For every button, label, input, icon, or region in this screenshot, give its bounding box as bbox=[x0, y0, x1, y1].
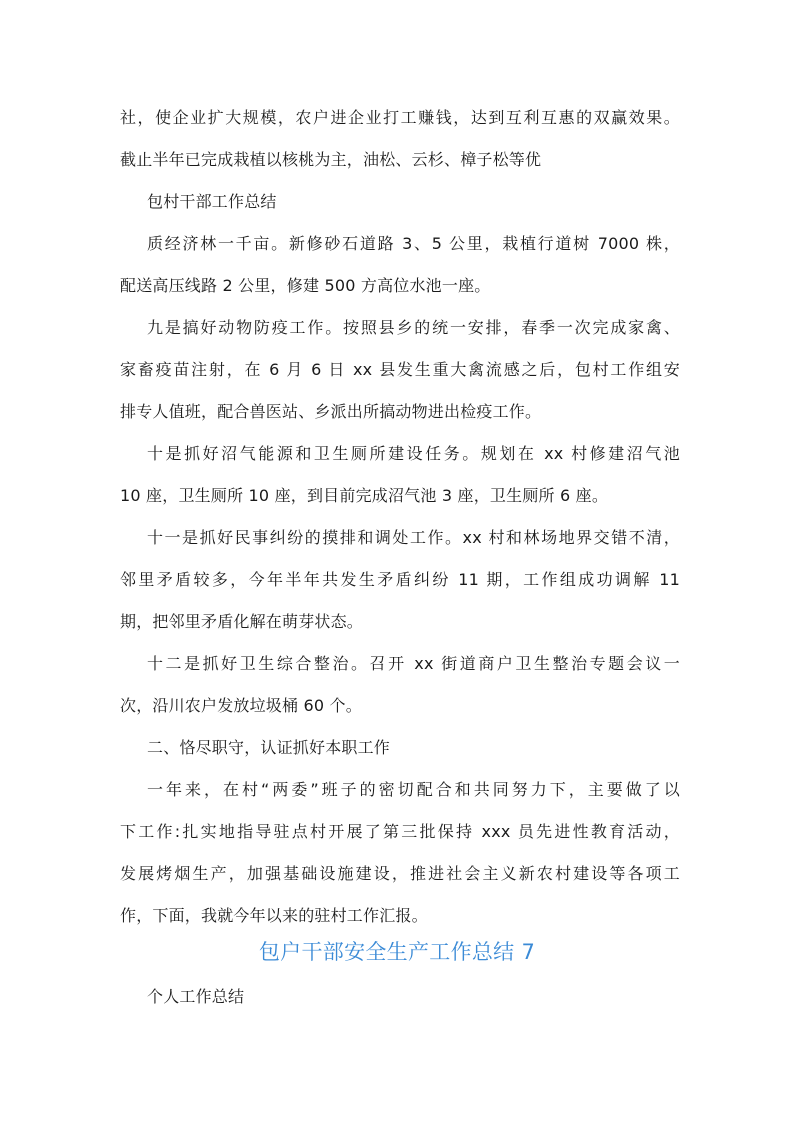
paragraph-year-line-2: 下工作:扎实地指导驻点村开展了第三批保持 xxx 员先进性教育活动， bbox=[120, 822, 680, 841]
paragraph-twelve-line-1: 十二是抓好卫生综合整治。召开 xx 街道商户卫生整治专题会议一 bbox=[147, 654, 680, 673]
subheading-personal-summary: 个人工作总结 bbox=[147, 987, 245, 1006]
paragraph-nine-line-3: 排专人值班，配合兽医站、乡派出所搞动物进出检疫工作。 bbox=[120, 402, 542, 421]
paragraph-ten-line-1: 十是抓好沼气能源和卫生厕所建设任务。规划在 xx 村修建沼气池 bbox=[147, 444, 680, 463]
paragraph-year-line-3: 发展烤烟生产，加强基础设施建设，推进社会主义新农村建设等各项工 bbox=[120, 864, 680, 883]
paragraph-eleven-line-3: 期，把邻里矛盾化解在萌芽状态。 bbox=[120, 612, 364, 631]
text-line-1: 社，使企业扩大规模，农户进企业打工赚钱，达到互利互惠的双赢效果。 bbox=[120, 108, 680, 127]
paragraph-twelve-line-2: 次，沿川农户发放垃圾桶 60 个。 bbox=[120, 696, 362, 715]
section-title-work-summary: 包村干部工作总结 bbox=[147, 192, 277, 211]
paragraph-eleven-line-1: 十一是抓好民事纠纷的摸排和调处工作。xx 村和林场地界交错不清， bbox=[147, 528, 680, 547]
paragraph-eleven-line-2: 邻里矛盾较多，今年半年共发生矛盾纠纷 11 期，工作组成功调解 11 bbox=[120, 570, 680, 589]
text-line-4: 质经济林一千亩。新修砂石道路 3、5 公里，栽植行道树 7000 株， bbox=[147, 234, 680, 253]
section-heading: 包户干部安全生产工作总结 7 bbox=[258, 940, 536, 964]
section-title-duties: 二、恪尽职守，认证抓好本职工作 bbox=[147, 738, 391, 757]
paragraph-year-line-1: 一年来，在村“两委”班子的密切配合和共同努力下，主要做了以 bbox=[147, 780, 680, 799]
paragraph-nine-line-2: 家畜疫苗注射，在 6 月 6 日 xx 县发生重大禽流感之后，包村工作组安 bbox=[120, 360, 680, 379]
paragraph-year-line-4: 作，下面，我就今年以来的驻村工作汇报。 bbox=[120, 906, 428, 925]
text-line-5: 配送高压线路 2 公里，修建 500 方高位水池一座。 bbox=[120, 276, 491, 295]
text-line-2: 截止半年已完成栽植以核桃为主，油松、云杉、樟子松等优 bbox=[120, 150, 542, 169]
paragraph-ten-line-2: 10 座，卫生厕所 10 座，到目前完成沼气池 3 座，卫生厕所 6 座。 bbox=[120, 486, 609, 505]
paragraph-nine-line-1: 九是搞好动物防疫工作。按照县乡的统一安排，春季一次完成家禽、 bbox=[147, 318, 680, 337]
